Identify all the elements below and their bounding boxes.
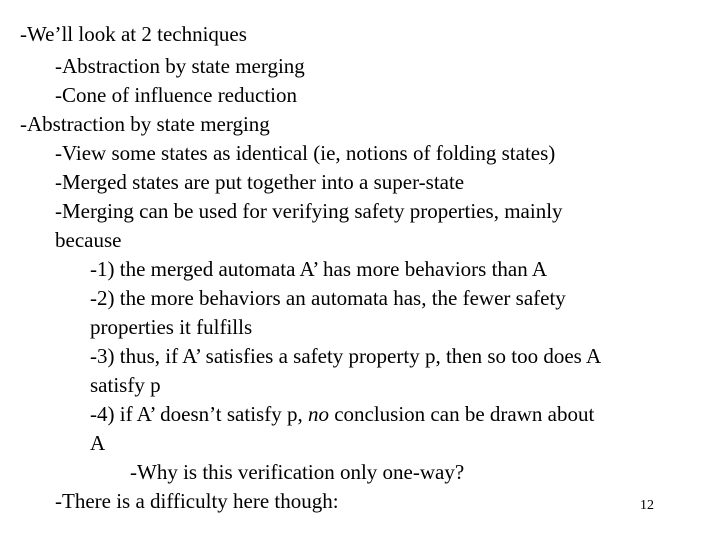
text-line-point-1: -1) the merged automata A’ has more behaviors than A (90, 257, 548, 281)
text-line-merged-states: -Merged states are put together into a super-state (55, 170, 465, 194)
text-line-section-heading: -Abstraction by state merging (20, 112, 270, 136)
point-4-text-after: conclusion can be drawn about (328, 402, 595, 426)
text-line-technique-2: -Cone of influence reduction (55, 83, 297, 107)
text-line-technique-1: -Abstraction by state merging (55, 54, 305, 78)
text-line-merging-safety: -Merging can be used for verifying safety properties, mainly (55, 199, 563, 223)
text-line-difficulty: -There is a difficulty here though: (55, 489, 339, 513)
text-line-view-states: -View some states as identical (ie, notions of folding states) (55, 141, 556, 165)
point-4-emphasis: no (307, 402, 329, 426)
text-line-point-2-cont: properties it fulfills (90, 315, 253, 339)
text-line-point-4-cont: A (90, 431, 106, 455)
page-number: 12 (640, 498, 654, 513)
text-line-point-3-cont: satisfy p (90, 373, 161, 397)
point-4-text-before: -4) if A’ doesn’t satisfy p, (90, 402, 308, 426)
text-line-intro: -We’ll look at 2 techniques (20, 22, 247, 46)
text-line-point-2: -2) the more behaviors an automata has, the fewer safety (90, 286, 566, 310)
text-line-question: -Why is this verification only one-way? (130, 460, 465, 484)
text-line-point-4 (90, 400, 594, 429)
text-line-point-3: -3) thus, if A’ satisfies a safety property p, then so too does A (90, 344, 602, 368)
text-line-merging-safety-cont: because (55, 228, 122, 252)
